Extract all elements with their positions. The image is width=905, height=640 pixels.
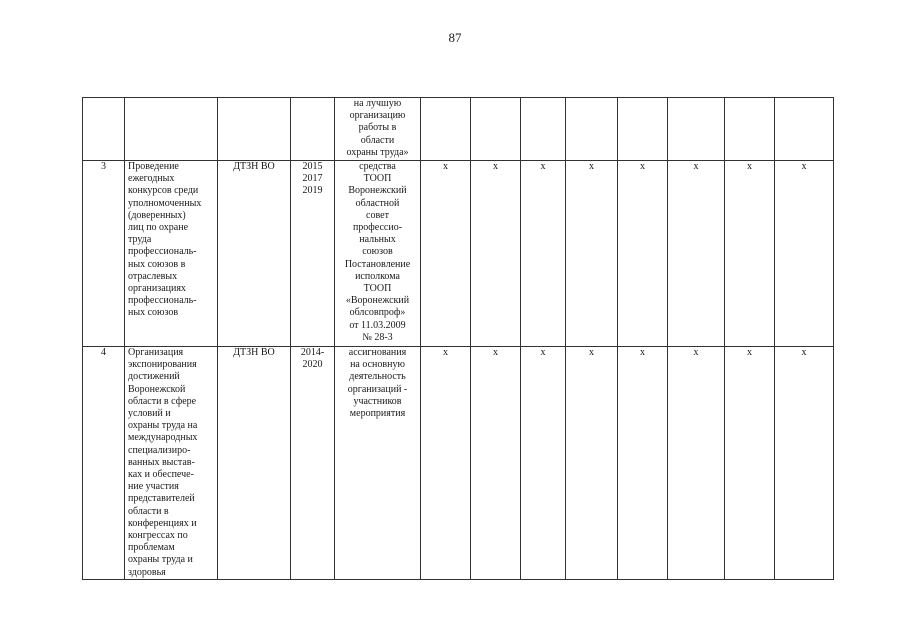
measures-table [82, 97, 834, 580]
value-cell [421, 98, 471, 161]
table-row [83, 98, 834, 161]
value-cell [566, 98, 618, 161]
value-cell: x [471, 161, 521, 347]
executor-cell [218, 98, 291, 161]
measure-name-cell: Проведение ежегодных конкурсов среди уполномоченных (доверенных) лиц по охране труда профессиональ- ных союзов в отраслевых организациях профессиональ- ных союзов [125, 161, 218, 347]
value-cell: x [775, 161, 834, 347]
table-row [83, 347, 834, 580]
value-cell: x [521, 161, 566, 347]
value-cell [668, 98, 725, 161]
years-cell [291, 98, 335, 161]
value-cell: x [725, 161, 775, 347]
measure-name-cell: Организация экспонирования достижений Воронежской области в сфере условий и охраны труда на международных специализиро- ванных выстав- ках и обеспече- ние участия представителей области в конференциях и конгрессах по проблемам охраны труда и здоровья [125, 347, 218, 580]
value-cell: x [521, 347, 566, 580]
funding-source-cell: средства ТООП Воронежский областной совет профессио- нальных союзов Постановление исполкома ТООП «Воронежский облсовпроф» от 11.03.2009 № 28-3 [335, 161, 421, 347]
funding-source-cell: на лучшую организацию работы в области охраны труда» [335, 98, 421, 161]
row-number-cell [83, 98, 125, 161]
funding-source-cell: ассигнования на основную деятельность организаций - участников мероприятия [335, 347, 421, 580]
value-cell: x [421, 161, 471, 347]
executor-cell: ДТЗН ВО [218, 161, 291, 347]
table-row [83, 161, 834, 347]
years-cell: 2015 2017 2019 [291, 161, 335, 347]
value-cell: x [471, 347, 521, 580]
years-cell: 2014- 2020 [291, 347, 335, 580]
value-cell: x [618, 347, 668, 580]
row-number-cell: 3 [83, 161, 125, 347]
value-cell [618, 98, 668, 161]
executor-cell: ДТЗН ВО [218, 347, 291, 580]
page-number: 87 [448, 30, 462, 45]
value-cell: x [725, 347, 775, 580]
value-cell: x [421, 347, 471, 580]
value-cell [521, 98, 566, 161]
value-cell: x [668, 161, 725, 347]
value-cell: x [618, 161, 668, 347]
value-cell: x [566, 347, 618, 580]
value-cell: x [668, 347, 725, 580]
row-number-cell: 4 [83, 347, 125, 580]
value-cell [725, 98, 775, 161]
value-cell: x [566, 161, 618, 347]
measure-name-cell [125, 98, 218, 161]
value-cell [775, 98, 834, 161]
value-cell [471, 98, 521, 161]
value-cell: x [775, 347, 834, 580]
